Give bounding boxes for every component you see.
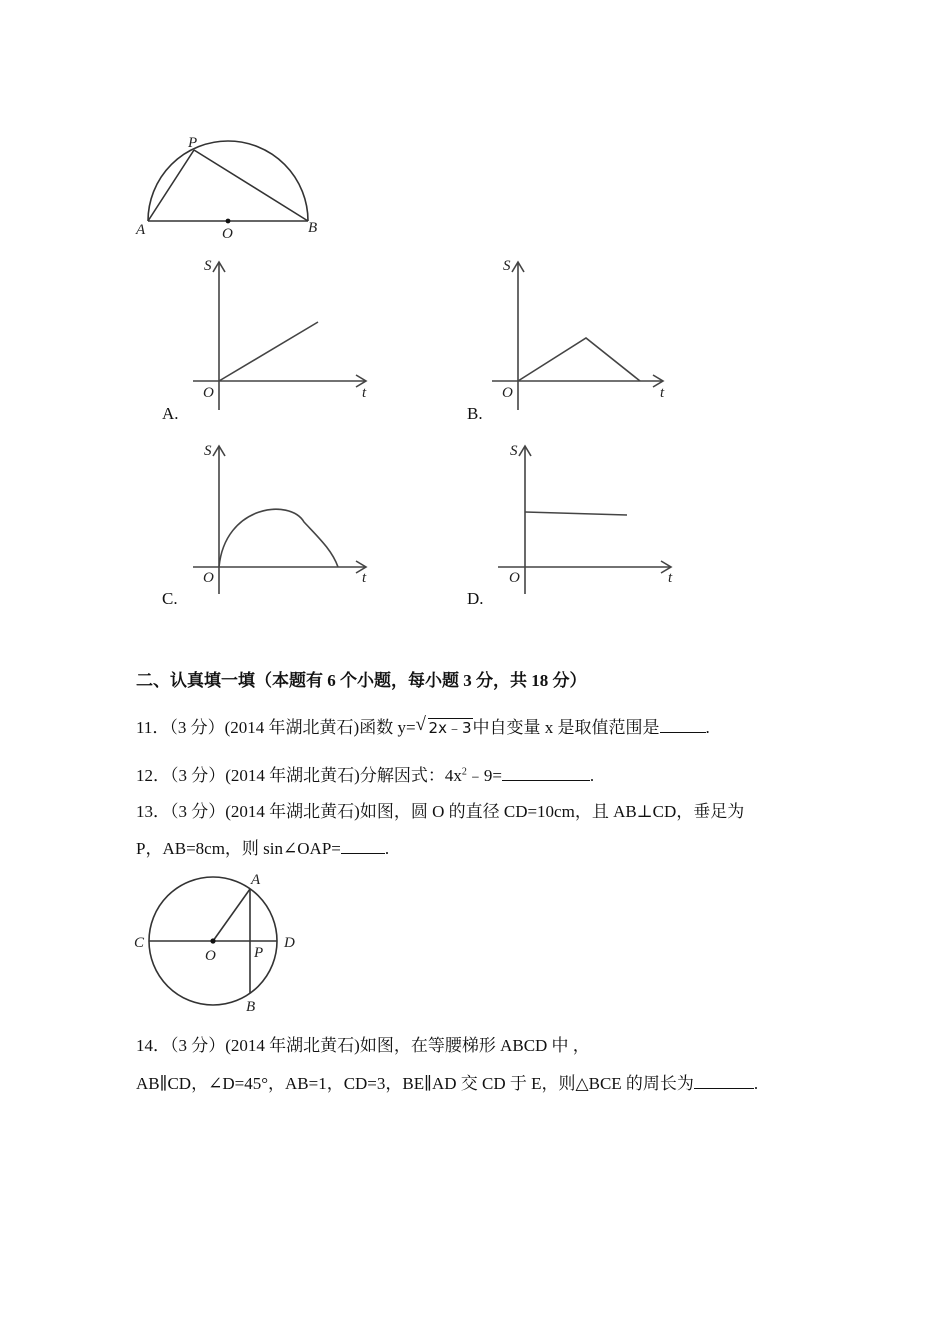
q13-line2: P，AB=8cm，则 sin∠OAP= — [136, 839, 341, 858]
label-o: O — [222, 226, 233, 242]
graph-c-t: t — [362, 570, 367, 586]
q13-number: 13． — [136, 802, 170, 821]
q13-end: . — [384, 839, 390, 858]
graph-c-origin: O — [203, 570, 214, 586]
q14-answer-blank[interactable] — [694, 1074, 754, 1089]
graph-b-t: t — [660, 385, 665, 401]
circle-label-d: D — [284, 935, 295, 951]
label-b: B — [308, 220, 318, 236]
q11-text-after: 中自变量 x 是取值范围是 — [472, 718, 660, 737]
q12-meta: （3 分）(2014 年湖北黄石) — [170, 766, 360, 785]
circle-label-b: B — [246, 999, 256, 1015]
q13-meta: （3 分）(2014 年湖北黄石) — [170, 802, 360, 821]
q11-meta: （3 分）(2014 年湖北黄石) — [169, 718, 360, 737]
q12-text-before: 分解因式：4x — [359, 766, 462, 785]
q11-radicand: 2x﹣3 — [428, 719, 472, 737]
graph-a-origin: O — [203, 385, 214, 401]
q12-exponent: 2 — [461, 766, 467, 778]
graph-c-s: S — [204, 443, 212, 459]
option-b-label[interactable]: B. — [467, 404, 483, 423]
circle-label-o: O — [205, 948, 216, 964]
q14-line1: 如图，在等腰梯形 ABCD 中 ， — [359, 1036, 590, 1055]
q11-end: . — [705, 718, 710, 737]
q11-number: 11． — [136, 718, 170, 737]
graph-a-s: S — [204, 258, 212, 274]
graph-d-origin: O — [509, 570, 520, 586]
sqrt-expression: √ 2x﹣3 — [415, 714, 472, 737]
q14-end: . — [753, 1074, 759, 1093]
circle-label-a: A — [251, 872, 261, 888]
question-14-line1 — [136, 1031, 590, 1056]
option-d-label[interactable]: D. — [467, 589, 484, 608]
graph-b-s: S — [503, 258, 511, 274]
q11-text-before: 函数 y= — [359, 718, 416, 737]
section-heading: 二、认真填一填（本题有 6 个小题，每小题 3 分，共 18 分） — [136, 671, 587, 690]
option-c-label[interactable]: C. — [162, 589, 178, 608]
option-a-label[interactable]: A. — [162, 404, 179, 423]
label-a: A — [136, 222, 146, 238]
q12-number: 12． — [136, 766, 170, 785]
label-p: P — [188, 135, 198, 151]
q12-end: . — [589, 766, 595, 785]
q12-text-after: ﹣9= — [466, 766, 502, 785]
graph-a-t: t — [362, 385, 367, 401]
q14-line2: AB∥CD，∠D=45°，AB=1，CD=3，BE∥AD 交 CD 于 E，则△BCE 的周长为 — [136, 1074, 694, 1093]
circle-label-p: P — [254, 945, 264, 961]
graph-d-s: S — [510, 443, 518, 459]
q14-number: 14． — [136, 1036, 170, 1055]
q13-line1: 如图，圆 O 的直径 CD=10cm，且 AB⊥CD，垂足为 — [359, 802, 745, 821]
graph-b-origin: O — [502, 385, 513, 401]
circle-label-c: C — [134, 935, 145, 951]
graph-d-t: t — [668, 570, 673, 586]
q14-meta: （3 分）(2014 年湖北黄石) — [170, 1036, 360, 1055]
question-14-line2 — [136, 1069, 758, 1094]
